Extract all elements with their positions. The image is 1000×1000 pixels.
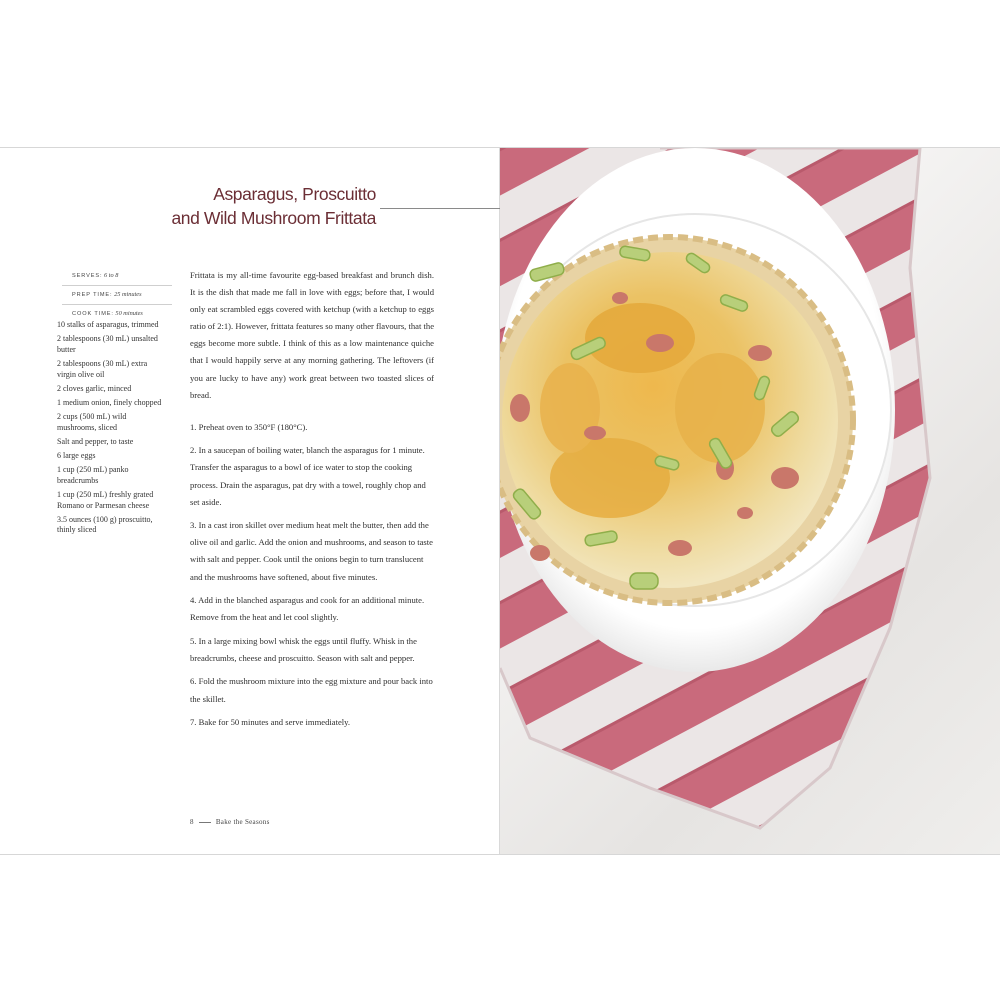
photo-page — [500, 148, 1000, 854]
method-step: 5. In a large mixing bowl whisk the eggs until fluffy. Whisk in the breadcrumbs, cheese and proscuitto. Season with salt and pepper. — [190, 635, 417, 663]
ingredient-item: 2 cups (500 mL) wild mushrooms, sliced — [57, 412, 127, 432]
title-rule — [380, 208, 500, 209]
meta-serves — [62, 268, 172, 284]
ingredient-item: 1 cup (250 mL) freshly grated Romano or Parmesan cheese — [57, 490, 154, 510]
meta-serves-key: SERVES: — [72, 273, 103, 279]
recipe-intro: Frittata is my all-time favourite egg-based breakfast and brunch dish. It is the dish that made me fall in love with eggs; before that, I would only eat scrambled eggs covered with ketchup (with a ketchup to eggs ratio of 2:1). However, frittata features so many other flavours, that the eggs become more subtle. I think of this as a low maintenance quiche that I would happily serve at any morning gathering. The leftovers (if you are lucky to have any) work great between two toasted slices of bread. — [190, 270, 435, 400]
method-step: 3. In a cast iron skillet over medium heat melt the butter, then add the olive oil and garlic. Add the onion and mushrooms, and season to taste with salt and pepper. Cook until the onions begin to turn translucent and the mushrooms have softened, about five minutes. — [190, 520, 433, 582]
ingredient-item: 1 medium onion, finely chopped — [57, 397, 162, 407]
method-step: 6. Fold the mushroom mixture into the egg mixture and pour back into the skillet. — [190, 676, 433, 704]
frittata-photo — [500, 148, 1000, 854]
method-step: 1. Preheat oven to 350°F (180°C). — [190, 421, 308, 432]
recipe-title-line1: Asparagus, Proscuitto — [213, 184, 376, 204]
ingredient-item: 10 stalks of asparagus, trimmed — [57, 320, 159, 329]
method-steps — [190, 419, 434, 732]
recipe-page — [0, 148, 500, 854]
meta-prep-value: 25 minutes — [114, 291, 142, 298]
ingredient-item: 2 cloves garlic, minced — [57, 383, 132, 393]
meta-serves-value: 6 to 8 — [104, 272, 119, 279]
method-step: 4. Add in the blanched asparagus and cook for an additional minute. Remove from the heat and let cool slightly. — [190, 595, 425, 623]
meta-prep-key: PREP TIME: — [72, 292, 113, 298]
book-title: Bake the Seasons — [215, 818, 270, 826]
ingredient-item: Salt and pepper, to taste — [57, 436, 134, 446]
ingredient-item: 3.5 ounces (100 g) proscuitto, thinly sliced — [57, 514, 153, 535]
ingredient-list — [57, 320, 167, 540]
meta-cook-key: COOK TIME: — [72, 311, 114, 317]
meta-divider — [62, 304, 172, 305]
page-footer — [190, 818, 270, 826]
book-spread — [0, 147, 1000, 855]
footer-dash — [199, 822, 211, 823]
meta-cook-value: 50 minutes — [115, 310, 143, 317]
method-step: 2. In a saucepan of boiling water, blanch the asparagus for 1 minute. Transfer the asparagus to a bowl of ice water to stop the cooking process. Drain the asparagus, pat dry with a towel, roughly chop and set aside. — [190, 445, 426, 507]
ingredient-item: 2 tablespoons (30 mL) unsalted butter — [57, 334, 158, 354]
recipe-title — [120, 182, 376, 230]
meta-divider — [62, 285, 172, 286]
meta-prep-time — [62, 287, 172, 303]
ingredient-item: 1 cup (250 mL) panko breadcrumbs — [57, 465, 129, 485]
recipe-meta — [62, 268, 172, 322]
recipe-body — [190, 267, 434, 738]
recipe-title-line2: and Wild Mushroom Frittata — [171, 208, 376, 228]
ingredient-item: 6 large eggs — [57, 451, 96, 461]
method-step: 7. Bake for 50 minutes and serve immediately. — [190, 717, 351, 728]
page-number: 8 — [190, 818, 194, 826]
ingredient-item: 2 tablespoons (30 mL) extra virgin olive oil — [57, 358, 148, 379]
